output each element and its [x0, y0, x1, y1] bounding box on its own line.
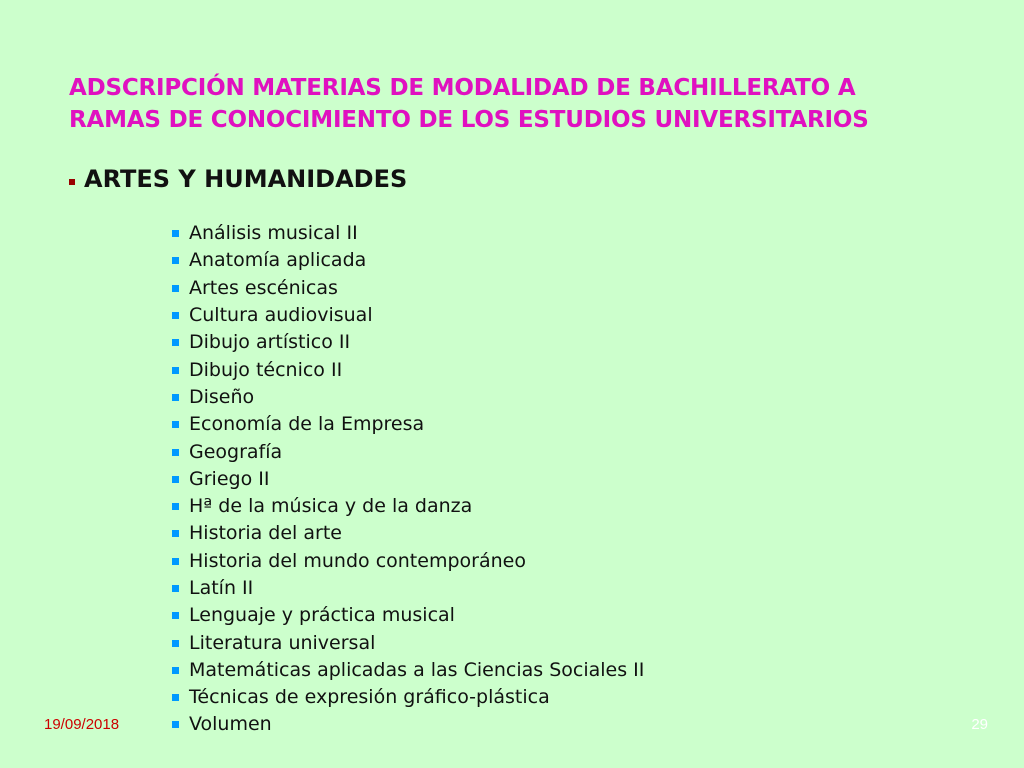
square-bullet-icon: [172, 585, 179, 592]
list-item: [172, 657, 644, 684]
list-item: [172, 493, 644, 520]
square-bullet-icon: [69, 179, 75, 185]
list-item-label: Dibujo técnico II: [189, 358, 343, 381]
list-item-label: Técnicas de expresión gráfico-plástica: [189, 686, 550, 709]
list-item-label: Anatomía aplicada: [189, 249, 367, 272]
list-item: [172, 247, 644, 274]
square-bullet-icon: [172, 558, 179, 565]
list-item-label: Cultura audiovisual: [189, 304, 373, 327]
square-bullet-icon: [172, 694, 179, 701]
list-item-label: Historia del arte: [189, 522, 342, 545]
list-item-label: Matemáticas aplicadas a las Ciencias Sociales II: [189, 658, 645, 681]
square-bullet-icon: [172, 394, 179, 401]
list-item-label: Latín II: [189, 577, 254, 599]
list-item: [172, 220, 644, 247]
list-item: [172, 548, 644, 575]
list-item-label: Dibujo artístico II: [189, 331, 351, 354]
list-item: [172, 438, 644, 465]
list-item-label: Geografía: [189, 440, 283, 463]
list-item-label: Historia del mundo contemporáneo: [189, 549, 526, 572]
list-item-label: Análisis musical II: [189, 222, 358, 245]
list-item: [172, 275, 644, 302]
title-line-2: RAMAS DE CONOCIMIENTO DE LOS ESTUDIOS UNIVERSITARIOS: [69, 107, 869, 133]
square-bullet-icon: [172, 285, 179, 292]
footer-date: 19/09/2018: [44, 716, 120, 733]
list-item: [172, 575, 644, 602]
square-bullet-icon: [172, 476, 179, 483]
list-item-label: Griego II: [189, 467, 270, 490]
list-item: [172, 329, 644, 356]
list-item: [172, 684, 644, 711]
square-bullet-icon: [172, 667, 179, 674]
list-item: [172, 602, 644, 629]
page-number: 29: [971, 716, 988, 733]
section-label: ARTES Y HUMANIDADES: [84, 165, 408, 193]
list-item-label: Artes escénicas: [189, 276, 338, 299]
square-bullet-icon: [172, 312, 179, 319]
list-item: [172, 356, 644, 383]
list-item-label: Diseño: [189, 385, 255, 408]
square-bullet-icon: [172, 449, 179, 456]
subject-list: [172, 220, 644, 739]
list-item-label: Economía de la Empresa: [189, 413, 425, 436]
list-item-label: Lenguaje y práctica musical: [189, 604, 455, 627]
square-bullet-icon: [172, 503, 179, 510]
square-bullet-icon: [172, 257, 179, 264]
list-item: [172, 384, 644, 411]
list-item-label: Volumen: [189, 713, 272, 736]
list-item: [172, 711, 644, 738]
title-line-1: ADSCRIPCIÓN MATERIAS DE MODALIDAD DE BACHILLERATO A: [69, 75, 856, 101]
square-bullet-icon: [172, 339, 179, 346]
square-bullet-icon: [172, 367, 179, 374]
list-item-label: Literatura universal: [189, 631, 376, 654]
list-item-label: Hª de la música y de la danza: [189, 495, 473, 518]
slide-title: [69, 72, 999, 136]
square-bullet-icon: [172, 612, 179, 619]
list-item: [172, 411, 644, 438]
square-bullet-icon: [172, 230, 179, 237]
list-item: [172, 466, 644, 493]
section-heading: [69, 163, 407, 195]
square-bullet-icon: [172, 530, 179, 537]
list-item: [172, 302, 644, 329]
square-bullet-icon: [172, 421, 179, 428]
list-item: [172, 520, 644, 547]
square-bullet-icon: [172, 640, 179, 647]
square-bullet-icon: [172, 721, 179, 728]
list-item: [172, 629, 644, 656]
